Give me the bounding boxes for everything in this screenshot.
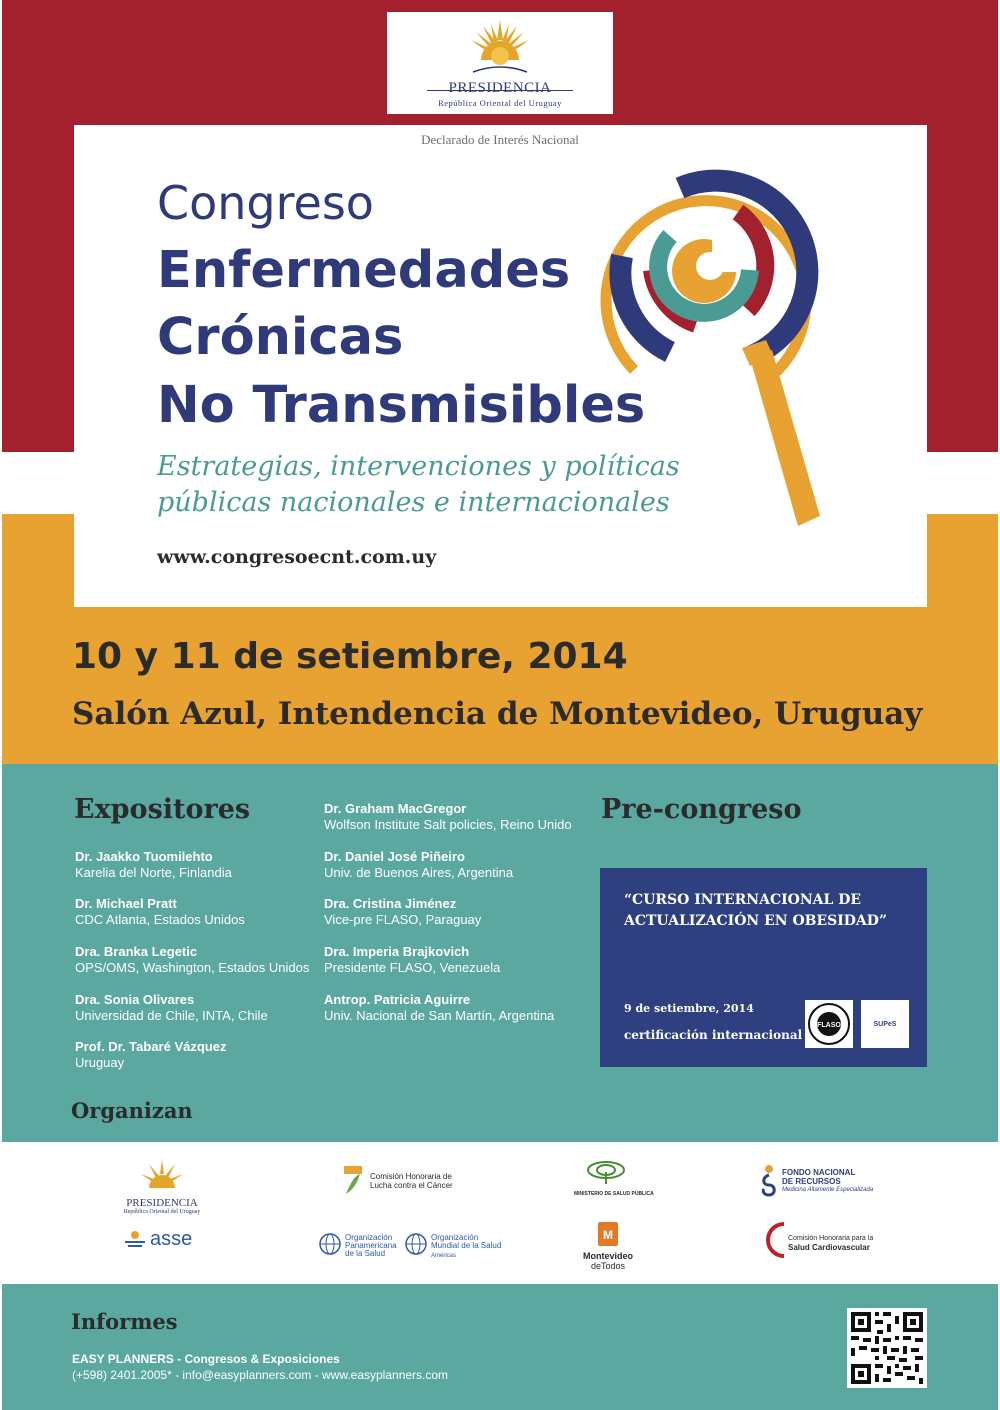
organizers-heading: Organizan [71, 1098, 193, 1123]
speaker-affiliation: OPS/OMS, Washington, Estados Unidos [75, 960, 310, 975]
speaker-item [324, 992, 554, 1024]
speaker-affiliation: Wolfson Institute Salt policies, Reino Unido [324, 817, 572, 832]
supes-logo-text: SUPeS [873, 1020, 897, 1028]
speaker-name: Antrop. Patricia Aguirre [324, 992, 471, 1007]
msp-text: MINISTERIO DE SALUD PÚBLICA [574, 1191, 654, 1197]
svg-text:M: M [603, 1228, 613, 1242]
ops-line-3: de la Salud [345, 1249, 386, 1258]
speaker-name: Dr. Daniel José Piñeiro [324, 849, 465, 864]
montevideo-line-1: Montevideo [582, 1251, 633, 1261]
speaker-item [324, 896, 481, 928]
info-company: EASY PLANNERS - Congresos & Exposiciones [72, 1352, 340, 1366]
flaso-seal-icon [807, 1002, 851, 1046]
cancer-commission-line-2: Lucha contra el Cáncer [370, 1181, 453, 1190]
globe-icon [404, 1232, 428, 1256]
globe-icon [318, 1232, 342, 1256]
cardiovascular-line-2: Salud Cardiovascular [788, 1243, 870, 1252]
montevideo-line-2: deTodos [590, 1261, 626, 1271]
flaso-logo-text: FLASO [817, 1022, 841, 1029]
speaker-item [75, 992, 268, 1024]
presidencia-subtitle: República Oriental del Uruguay [438, 98, 562, 108]
info-heading: Informes [71, 1309, 178, 1334]
asse-text: asse [150, 1228, 193, 1250]
speaker-item [75, 1039, 226, 1071]
declared-interest: Declarado de Interés Nacional [421, 132, 579, 147]
website-link[interactable]: www.congresoecnt.com.uy [157, 546, 437, 568]
subtitle-line-1: Estrategias, intervenciones y políticas [157, 451, 680, 482]
sun-emblem-icon [137, 1158, 187, 1192]
oms-line-1: Organización [431, 1233, 479, 1242]
montevideo-mark-icon [598, 1222, 618, 1246]
speaker-affiliation: Vice-pre FLASO, Paraguay [324, 912, 482, 927]
precongress-heading: Pre-congreso [601, 794, 802, 825]
event-venue: Salón Azul, Intendencia de Montevideo, Uruguay [72, 696, 923, 732]
speaker-affiliation: Univ. de Buenos Aires, Argentina [324, 865, 514, 880]
speaker-name: Dra. Cristina Jiménez [324, 896, 457, 911]
organizer-presidencia-logo [112, 1158, 212, 1215]
heart-arc-icon [762, 1220, 788, 1260]
sun-emblem-icon [465, 16, 535, 78]
oms-line-2: Mundial de la Salud [431, 1241, 502, 1250]
speaker-name: Prof. Dr. Tabaré Vázquez [75, 1039, 227, 1054]
cancer-commission-line-1: Comisión Honoraria de [370, 1172, 452, 1181]
presidencia-logo [387, 12, 613, 114]
subtitle-line-2: públicas nacionales e internacionales [157, 487, 670, 518]
precongress-certification: certificación internacional [624, 1028, 803, 1042]
organizer-msp-logo [574, 1160, 654, 1197]
title-congreso: Congreso [157, 176, 374, 230]
precongress-title-line-1: “CURSO INTERNACIONAL DE [624, 892, 862, 908]
asse-mark-icon [124, 1230, 146, 1250]
magnifying-glass-icon [600, 160, 860, 540]
speaker-affiliation: CDC Atlanta, Estados Unidos [75, 912, 245, 927]
info-contact[interactable]: (+598) 2401.2005* - info@easyplanners.com - www.easyplanners.com [72, 1368, 449, 1382]
ops-line-1: Organización [345, 1233, 393, 1242]
speaker-item [324, 944, 500, 976]
speaker-name: Dra. Sonia Olivares [75, 992, 195, 1007]
organizer-presidencia-name: PRESIDENCIA [126, 1197, 198, 1209]
fnr-mark-icon [760, 1163, 778, 1197]
speaker-name: Dr. Jaakko Tuomilehto [75, 849, 213, 864]
qr-code-icon [847, 1308, 927, 1388]
title-line-2: Crónicas [157, 308, 404, 367]
fnr-line-3: Medicina Altamente Especializada [782, 1187, 874, 1193]
speakers-heading: Expositores [74, 794, 251, 825]
precongress-date: 9 de setiembre, 2014 [624, 1002, 754, 1015]
speaker-name: Dra. Branka Legetic [75, 944, 198, 959]
speaker-affiliation: Univ. Nacional de San Martín, Argentina [324, 1008, 555, 1023]
title-line-1: Enfermedades [157, 241, 571, 300]
flaso-logo [805, 1000, 853, 1048]
speaker-name: Dr. Graham MacGregor [324, 801, 467, 816]
qr-code[interactable] [847, 1308, 927, 1388]
precongress-box [600, 868, 927, 1067]
speaker-affiliation: Uruguay [75, 1055, 125, 1070]
speaker-item [324, 849, 513, 881]
fnr-line-1: FONDO NACIONAL [782, 1168, 856, 1177]
speaker-name: Dra. Imperia Brajkovich [324, 944, 470, 959]
speaker-item [75, 896, 245, 928]
ops-line-2: Panamericana [345, 1241, 397, 1250]
speaker-affiliation: Karelia del Norte, Finlandia [75, 865, 232, 880]
speaker-item [75, 849, 232, 881]
precongress-title-line-2: ACTUALIZACIÓN EN OBESIDAD” [624, 913, 887, 929]
speaker-affiliation: Universidad de Chile, INTA, Chile [75, 1008, 268, 1023]
speaker-affiliation: Presidente FLASO, Venezuela [324, 960, 501, 975]
title-line-3: No Transmisibles [157, 376, 646, 435]
cardiovascular-line-1: Comisión Honoraria para la [788, 1235, 874, 1242]
speaker-item [324, 801, 572, 833]
oms-line-3: Américas [431, 1253, 457, 1259]
organizer-montevideo-logo [580, 1222, 636, 1271]
supes-logo [861, 1000, 909, 1048]
leaf-icon [342, 1164, 364, 1196]
organizer-presidencia-sub: República Oriental del Uruguay [123, 1209, 201, 1215]
event-date: 10 y 11 de setiembre, 2014 [72, 636, 628, 677]
presidencia-name: PRESIDENCIA [448, 80, 552, 96]
fnr-line-2: DE RECURSOS [782, 1177, 841, 1186]
precongress-title [624, 890, 887, 932]
tree-icon [584, 1160, 628, 1186]
speaker-item [75, 944, 309, 976]
speaker-name: Dr. Michael Pratt [75, 896, 177, 911]
